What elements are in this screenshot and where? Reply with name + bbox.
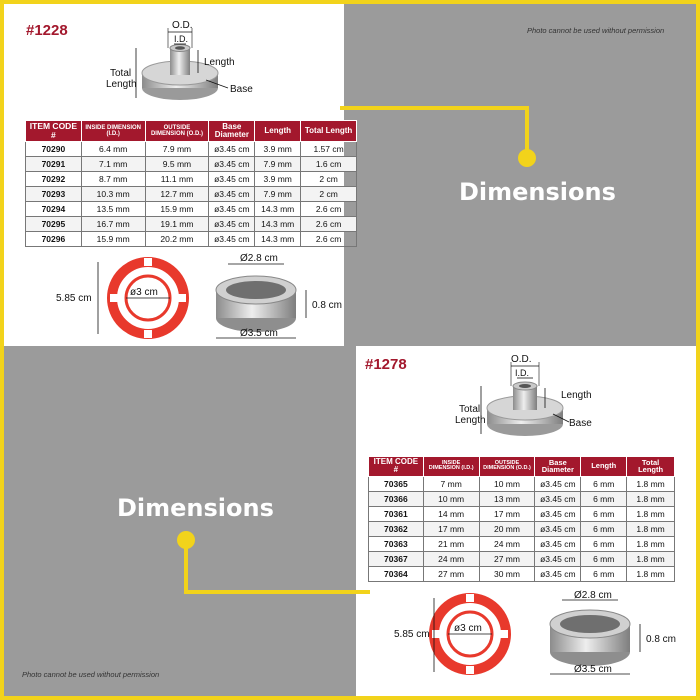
header-outside-dimension: OUTSIDE DIMENSION (O.D.): [479, 457, 535, 477]
nut-bore: [560, 615, 620, 633]
table-row: [369, 551, 675, 566]
cell-item-code: 70293: [26, 186, 82, 201]
cell-od: 20 mm: [479, 521, 535, 536]
nut-top-label: Ø2.8 cm: [240, 253, 278, 264]
permission-notice-top: Photo cannot be used without permission: [527, 26, 665, 35]
cell-length: 6 mm: [581, 521, 627, 536]
cell-id: 14 mm: [423, 506, 479, 521]
table-row: [369, 491, 675, 506]
nut-top-label: Ø2.8 cm: [574, 590, 612, 601]
cell-item-code: 70362: [369, 521, 424, 536]
table-header-row: [369, 457, 675, 477]
header-inside-dimension: INSIDE DIMENSION (I.D.): [423, 457, 479, 477]
table-row: [26, 216, 357, 231]
cell-total: 2 cm: [301, 186, 357, 201]
product-code-1228: #1228: [26, 22, 68, 39]
cell-total: 1.6 cm: [301, 156, 357, 171]
callout-line-top: [340, 108, 527, 158]
length-label: Length: [204, 57, 235, 68]
total-length-label-2: Length: [106, 79, 137, 90]
spec-table-1278: [368, 456, 675, 582]
wrench-notch-left: [432, 630, 440, 638]
callout-dot-top: [518, 149, 536, 167]
cell-id: 6.4 mm: [81, 141, 145, 156]
cell-base: ø3.45 cm: [535, 521, 581, 536]
cell-item-code: 70365: [369, 476, 424, 491]
nut-bottom-label: Ø3.5 cm: [574, 664, 612, 675]
wrench-notch-top: [466, 594, 474, 602]
cell-item-code: 70290: [26, 141, 82, 156]
cell-id: 13.5 mm: [81, 201, 145, 216]
cell-total: 1.8 mm: [627, 491, 675, 506]
cell-base: ø3.45 cm: [535, 476, 581, 491]
cell-od: 20.2 mm: [145, 231, 209, 246]
header-inside-dimension: INSIDE DIMENSION (I.D.): [81, 121, 145, 142]
wrench-outer-label: 5.85 cm: [394, 629, 430, 640]
cell-od: 10 mm: [479, 476, 535, 491]
cell-item-code: 70294: [26, 201, 82, 216]
cell-total: 1.8 mm: [627, 521, 675, 536]
cell-base: ø3.45 cm: [209, 231, 255, 246]
cell-base: ø3.45 cm: [209, 156, 255, 171]
cell-item-code: 70291: [26, 156, 82, 171]
wrench-outer-label: 5.85 cm: [56, 293, 92, 304]
wrench-inner-label: ø3 cm: [454, 623, 482, 634]
cell-length: 3.9 mm: [255, 141, 301, 156]
cell-length: 6 mm: [581, 536, 627, 551]
stem: [170, 48, 190, 75]
cell-total: 1.8 mm: [627, 506, 675, 521]
cell-od: 17 mm: [479, 506, 535, 521]
cell-total: 1.8 mm: [627, 566, 675, 581]
cell-length: 6 mm: [581, 506, 627, 521]
cell-total: 2 cm: [301, 171, 357, 186]
cell-item-code: 70366: [369, 491, 424, 506]
cell-od: 19.1 mm: [145, 216, 209, 231]
table-row: [369, 476, 675, 491]
wrench-notch-top: [144, 258, 152, 266]
header-length: Length: [581, 457, 627, 477]
cell-id: 24 mm: [423, 551, 479, 566]
cell-item-code: 70296: [26, 231, 82, 246]
cell-id: 17 mm: [423, 521, 479, 536]
product-code-1278: #1278: [365, 356, 407, 373]
total-length-label-2: Length: [455, 415, 486, 426]
wrench-inner-label: ø3 cm: [130, 287, 158, 298]
header-total-length: Total Length: [627, 457, 675, 477]
cell-base: ø3.45 cm: [209, 171, 255, 186]
wrench-notch-left: [110, 294, 118, 302]
table-row: [369, 566, 675, 581]
accessories-diagram-1228: [28, 250, 348, 345]
table-row: [26, 156, 357, 171]
table-row: [369, 521, 675, 536]
cell-item-code: 70363: [369, 536, 424, 551]
id-label: I.D.: [174, 34, 189, 44]
cell-total: 1.8 mm: [627, 536, 675, 551]
cell-od: 27 mm: [479, 551, 535, 566]
spec-table-1228: [25, 120, 357, 247]
cell-item-code: 70292: [26, 171, 82, 186]
cell-base: ø3.45 cm: [209, 186, 255, 201]
cell-length: 7.9 mm: [255, 186, 301, 201]
total-length-label-1: Total: [459, 404, 481, 415]
cell-length: 7.9 mm: [255, 156, 301, 171]
wrench-notch-bottom: [466, 666, 474, 674]
header-total-length: Total Length: [301, 121, 357, 142]
nut-height-label: 0.8 cm: [312, 300, 343, 311]
nut-height-label: 0.8 cm: [646, 634, 677, 645]
cell-id: 16.7 mm: [81, 216, 145, 231]
cell-id: 8.7 mm: [81, 171, 145, 186]
cell-total: 2.6 cm: [301, 216, 357, 231]
header-item-code: ITEM CODE #: [26, 121, 82, 142]
table-row: [26, 186, 357, 201]
header-item-code: ITEM CODE #: [369, 457, 424, 477]
cell-item-code: 70295: [26, 216, 82, 231]
cell-total: 2.6 cm: [301, 231, 357, 246]
cell-id: 10 mm: [423, 491, 479, 506]
length-label: Length: [561, 390, 592, 401]
fitting-diagram-1278: [455, 350, 615, 450]
table-row: [26, 171, 357, 186]
cell-id: 27 mm: [423, 566, 479, 581]
od-label: O.D.: [172, 20, 193, 31]
cell-item-code: 70361: [369, 506, 424, 521]
cell-id: 21 mm: [423, 536, 479, 551]
cell-length: 6 mm: [581, 566, 627, 581]
permission-notice-bottom: Photo cannot be used without permission: [22, 670, 160, 679]
callout-dot-bottom: [177, 531, 195, 549]
cell-id: 10.3 mm: [81, 186, 145, 201]
id-label: I.D.: [515, 368, 530, 378]
cell-od: 30 mm: [479, 566, 535, 581]
cell-item-code: 70364: [369, 566, 424, 581]
cell-base: ø3.45 cm: [535, 566, 581, 581]
cell-base: ø3.45 cm: [209, 216, 255, 231]
cell-od: 12.7 mm: [145, 186, 209, 201]
cell-length: 14.3 mm: [255, 216, 301, 231]
cell-od: 9.5 mm: [145, 156, 209, 171]
cell-total: 1.8 mm: [627, 476, 675, 491]
base-label: Base: [569, 418, 592, 429]
cell-id: 15.9 mm: [81, 231, 145, 246]
wrench-notch-bottom: [144, 330, 152, 338]
header-length: Length: [255, 121, 301, 142]
cell-total: 2.6 cm: [301, 201, 357, 216]
cell-id: 7 mm: [423, 476, 479, 491]
cell-od: 13 mm: [479, 491, 535, 506]
table-header-row: [26, 121, 357, 142]
cell-total: 1.57 cm: [301, 141, 357, 156]
bore: [175, 46, 185, 50]
cell-base: ø3.45 cm: [535, 491, 581, 506]
cell-base: ø3.45 cm: [535, 506, 581, 521]
table-row: [26, 141, 357, 156]
header-outside-dimension: OUTSIDE DIMENSION (O.D.): [145, 121, 209, 142]
dimensions-callout-bottom: Dimensions: [117, 494, 274, 522]
cell-base: ø3.45 cm: [209, 141, 255, 156]
cell-length: 14.3 mm: [255, 201, 301, 216]
cell-length: 14.3 mm: [255, 231, 301, 246]
bore: [519, 384, 531, 388]
fitting-diagram-1228: [106, 18, 270, 118]
cell-base: ø3.45 cm: [535, 536, 581, 551]
base-label: Base: [230, 84, 253, 95]
wrench-notch-right: [500, 630, 508, 638]
total-length-label-1: Total: [110, 68, 132, 79]
cell-length: 6 mm: [581, 491, 627, 506]
table-row: [26, 231, 357, 246]
cell-od: 7.9 mm: [145, 141, 209, 156]
cell-item-code: 70367: [369, 551, 424, 566]
cell-od: 15.9 mm: [145, 201, 209, 216]
callout-line-bottom: [186, 540, 370, 592]
cell-length: 3.9 mm: [255, 171, 301, 186]
cell-base: ø3.45 cm: [209, 201, 255, 216]
nut-bottom-label: Ø3.5 cm: [240, 328, 278, 339]
wrench-notch-right: [178, 294, 186, 302]
cell-length: 6 mm: [581, 551, 627, 566]
cell-total: 1.8 mm: [627, 551, 675, 566]
header-base-diameter: Base Diameter: [535, 457, 581, 477]
accessories-diagram-1278: [392, 590, 692, 690]
od-label: O.D.: [511, 354, 532, 365]
cell-od: 11.1 mm: [145, 171, 209, 186]
cell-id: 7.1 mm: [81, 156, 145, 171]
cell-length: 6 mm: [581, 476, 627, 491]
table-row: [369, 506, 675, 521]
table-row: [369, 536, 675, 551]
nut-bore: [226, 281, 286, 299]
cell-base: ø3.45 cm: [535, 551, 581, 566]
table-row: [26, 201, 357, 216]
cell-od: 24 mm: [479, 536, 535, 551]
header-base-diameter: Base Diameter: [209, 121, 255, 142]
dimensions-callout-top: Dimensions: [459, 178, 616, 206]
